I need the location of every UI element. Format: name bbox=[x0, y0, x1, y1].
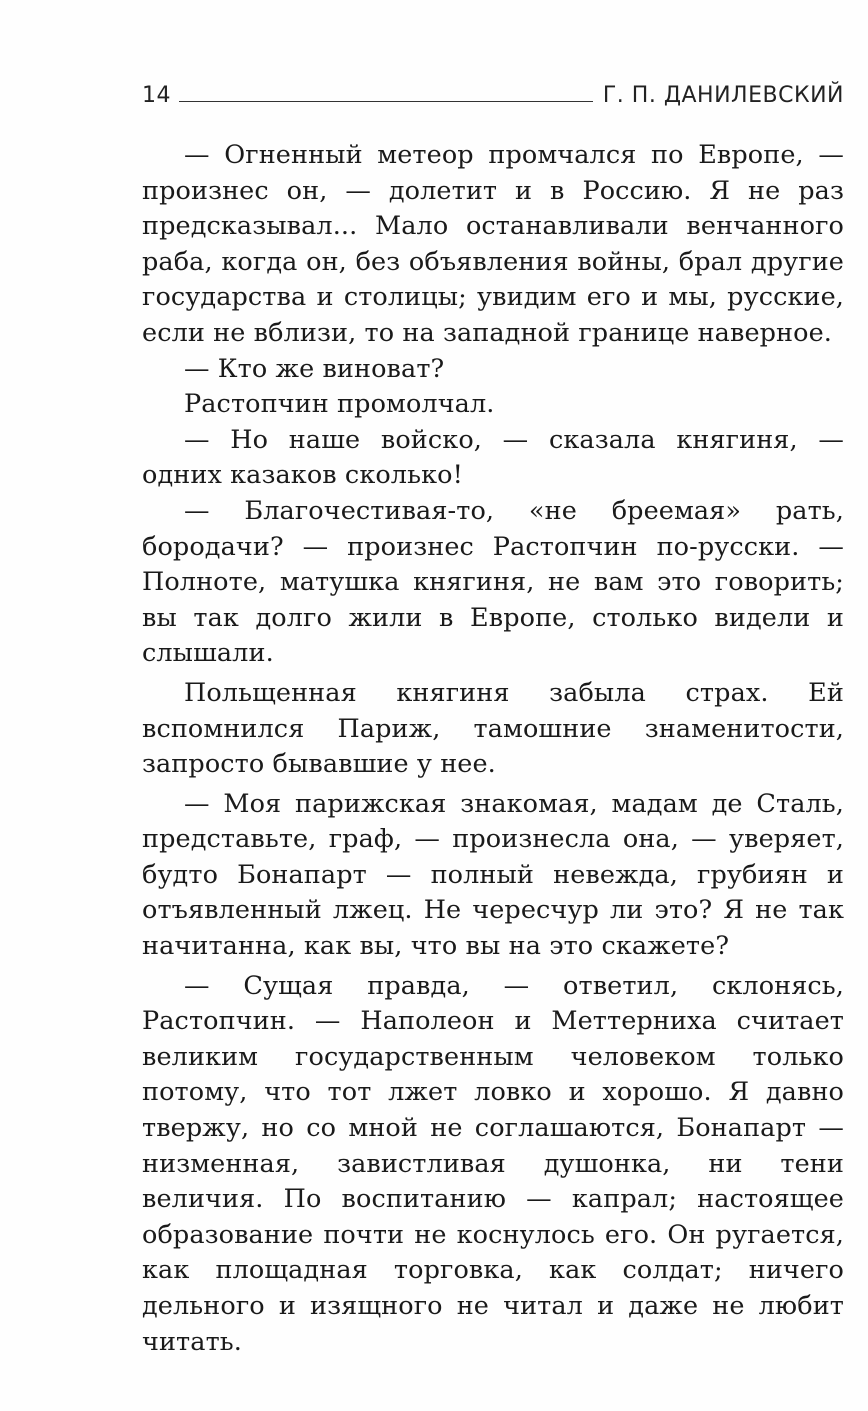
paragraph: — Сущая правда, — ответил, склонясь, Растопчин. — Наполеон и Меттерниха считает великим государственным человеком только потому, что тот лжет ловко и хорошо. Я давно твержу, но со мной не соглашаются, Бонапарт — низменная, завистливая душонка, ни тени величия. По воспитанию — капрал; настоящее образование почти не коснулось его. Он ругается, как площадная торговка, как солдат; ничего дельного и изящного не читал и даже не любит читать. bbox=[142, 970, 844, 1357]
author-name: Г. П. ДАНИЛЕВСКИЙ bbox=[602, 83, 844, 108]
page-number: 14 bbox=[142, 83, 171, 108]
paragraph: — Благочестивая-то, «не бреемая» рать, бородачи? — произнес Растопчин по-русски. — Полноте, матушка княгиня, не вам это говорить; вы так долго жили в Европе, столько видели и слышали. bbox=[142, 495, 844, 669]
running-head bbox=[142, 76, 844, 108]
paragraph: — Кто же виноват? bbox=[184, 353, 445, 384]
paragraph: — Но наше войско, — сказала княгиня, — одних казаков сколько! bbox=[142, 424, 844, 491]
paragraph: Растопчин промолчал. bbox=[184, 389, 495, 420]
header-rule bbox=[179, 101, 593, 102]
paragraph: — Моя парижская знакомая, мадам де Сталь, представьте, граф, — произнесла она, — уверяет, будто Бонапарт — полный невежда, грубиян и отъявленный лжец. Не чересчур ли это? Я не так начитанна, как вы, что вы на это скажете? bbox=[142, 788, 844, 962]
paragraph: — Огненный метеор промчался по Европе, — произнес он, — долетит и в Россию. Я не раз предсказывал... Мало останавливали венчанного раба, когда он, без объявления войны, брал другие государства и столицы; увидим его и мы, русские, если не вблизи, то на западной границе наверное. bbox=[142, 140, 844, 348]
paragraph: Польщенная княгиня забыла страх. Ей вспомнился Париж, тамошние знаменитости, запросто бывавшие у нее. bbox=[142, 677, 844, 780]
body-text bbox=[142, 138, 844, 1360]
